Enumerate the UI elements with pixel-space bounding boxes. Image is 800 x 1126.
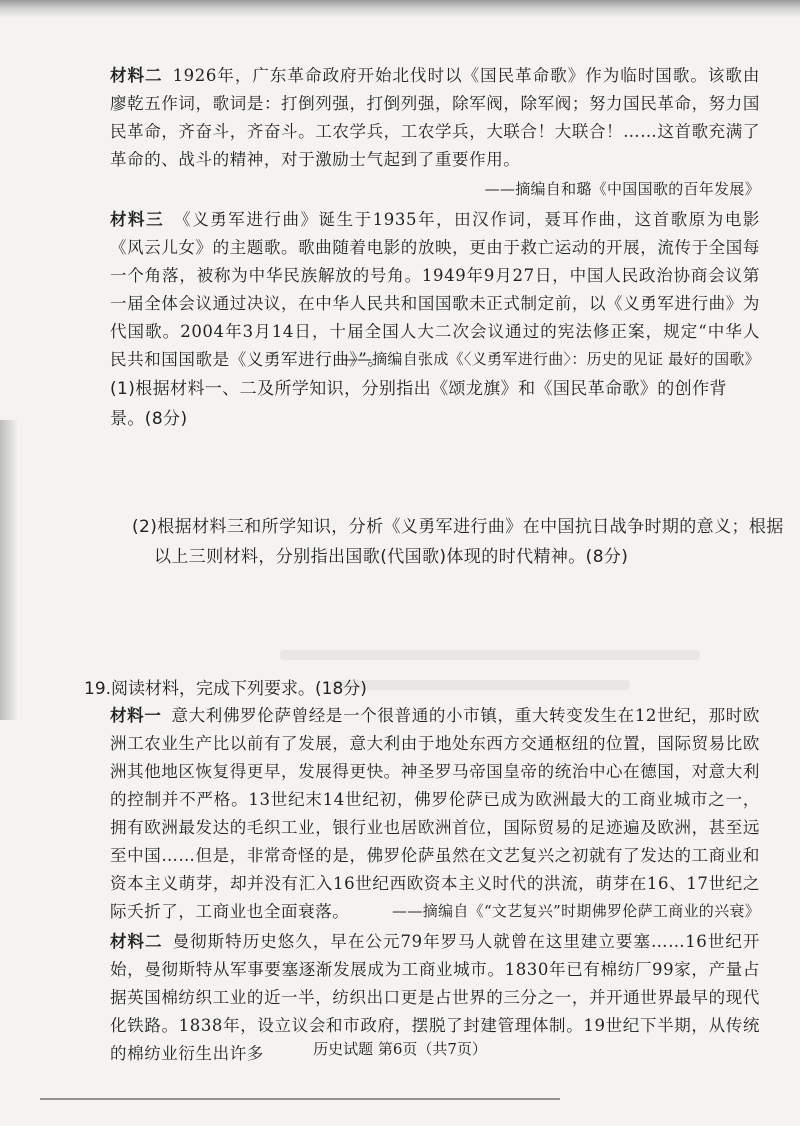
q18-subquestion-1: (1)根据材料一、二及所学知识，分别指出《颂龙旗》和《国民革命歌》的创作背景。(8分)	[110, 379, 727, 429]
material-label: 材料二	[110, 932, 163, 951]
q19-title: 19.阅读材料，完成下列要求。(18分)	[84, 679, 367, 699]
q18-material-3-source: ——摘编自张成《〈义勇军进行曲〉：历史的见证 最好的国歌》	[341, 350, 760, 368]
material-text: 意大利佛罗伦萨曾经是一个很普通的小市镇，重大转变发生在12世纪，那时欧洲工农业生产比以前有了发展，意大利由于地处东西方交通枢纽的位置，国际贸易比欧洲其他地区恢复得更早，发展得更快。神圣罗马帝国皇帝的统治中心在德国，对意大利的控制并不严格。13世纪末14世纪初，佛罗伦萨已成为欧洲最大的工商业城市之一，拥有欧洲最发达的毛织工业，银行业也居欧洲首位，国际贸易的足迹遍及欧洲，甚至远至中国……但是，非常奇怪的是，佛罗伦萨虽然在文艺复兴之初就有了发达的工商业和资本主义萌芽，却并没有汇入16世纪西欧资本主义时代的洪流，萌芽在16、17世纪之际夭折了，工商业也全面衰落。	[110, 706, 760, 921]
q18-subquestion-2: (2)根据材料三和所学知识，分析《义勇军进行曲》在中国抗日战争时期的意义；根据以上三则材料，分别指出国歌(代国歌)体现的时代精神。(8分)	[132, 517, 784, 567]
q19-material-1	[110, 702, 760, 926]
q18-material-2-source: ——摘编自和璐《中国国歌的百年发展》	[484, 180, 760, 198]
material-text: 1926年，广东革命政府开始北伐时以《国民革命歌》作为临时国歌。该歌由廖乾五作词，歌词是：打倒列强，打倒列强，除军阀，除军阀；努力国民革命，努力国民革命，齐奋斗，齐奋斗。工农学兵，工农学兵，大联合！大联合！……这首歌充满了革命的、战斗的精神，对于激励士气起到了重要作用。	[110, 66, 760, 169]
page-footer: 历史试题 第6页（共7页）	[313, 1040, 487, 1058]
material-text: 《义勇军进行曲》诞生于1935年，田汉作词，聂耳作曲，这首歌原为电影《风云儿女》的主题歌。歌曲随着电影的放映，更由于救亡运动的开展，流传于全国每一个角落，被称为中华民族解放的号角。1949年9月27日，中国人民政治协商会议第一届全体会议通过决议，在中华人民共和国国歌未正式制定前，以《义勇军进行曲》为代国歌。2004年3月14日，十届全国人大二次会议通过的宪法修正案，规定“中华人民共和国国歌是《义勇军进行曲》”。	[110, 210, 760, 369]
material-label: 材料一	[110, 706, 162, 725]
bottom-rule	[40, 1098, 560, 1100]
q19-material-1-source: ——摘编自《“文艺复兴”时期佛罗伦萨工商业的兴衰》	[392, 902, 760, 920]
bleed-through-mark	[280, 650, 700, 660]
material-label: 材料三	[110, 210, 165, 229]
bleed-through-mark	[330, 680, 630, 690]
q18-material-2	[110, 62, 760, 174]
material-label: 材料二	[110, 66, 163, 85]
material-text: 曼彻斯特历史悠久，早在公元79年罗马人就曾在这里建立要塞……16世纪开始，曼彻斯特从军事要塞逐渐发展成为工商业城市。1830年已有棉纺厂99家，产量占据英国棉纺织工业的近一半，纺织出口更是占世界的三分之一，并开通世界最早的现代化铁路。1838年，设立议会和市政府，摆脱了封建管理体制。19世纪下半期，从传统的棉纺业衍生出许多	[110, 932, 760, 1063]
